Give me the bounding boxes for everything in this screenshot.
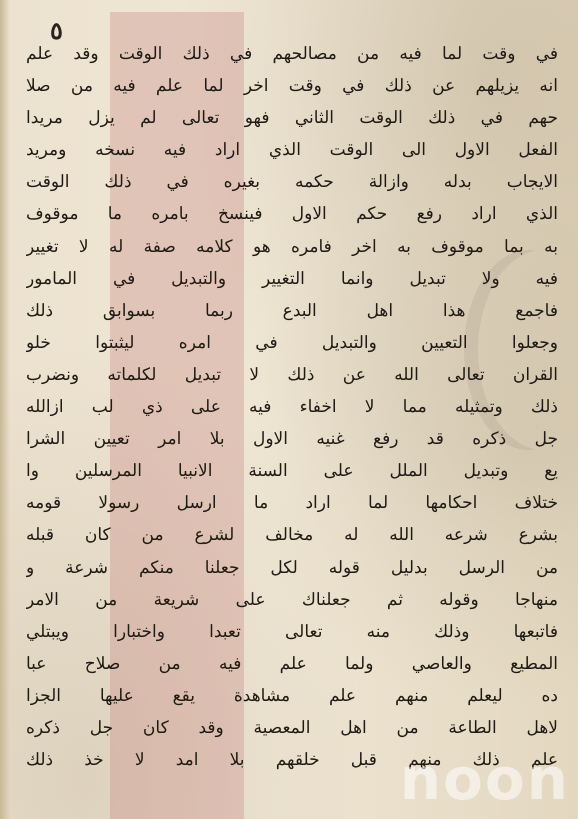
text-line: فيه ولا تبديل وانما التغيير والتبديل في المامور	[26, 268, 558, 289]
text-line: يع وتبديل الملل على السنة الانبيا المرسلين وا	[26, 461, 558, 482]
text-line: علم ذلك منهم قبل خلقهم بلا امد لا خذ ذلك	[26, 750, 558, 771]
text-line: فاجمع هذا اهل البدع ربما بسوابق ذلك	[26, 300, 558, 321]
text-line: ذلك وتمثيله مما لا اخفاء فيه على ذي لب ازالله	[26, 397, 558, 418]
text-line: من الرسل بدليل قوله لكل جعلنا منكم شرعة و	[26, 557, 558, 578]
page-edge-shadow	[0, 0, 10, 819]
text-line: جل ذكره قد رفع غنيه الاول بلا امر تعيين الشرا	[26, 429, 558, 450]
text-line: ختلاف احكامها لما اراد ما ارسل رسولا قومه	[26, 493, 558, 514]
text-line: الايجاب بدله وازالة حكمه بغيره في ذلك الوقت	[26, 172, 558, 193]
text-line: في وقت لما فيه من مصالحهم في ذلك الوقت وقد علم	[26, 44, 558, 64]
watermark-logo-text: noon	[399, 745, 570, 813]
text-line: لاهل الطاعة من اهل المعصية وقد كان جل ذكره	[26, 717, 558, 738]
text-line: الذي اراد رفع حكم الاول فينسخ بامره ما موقوف	[26, 204, 558, 225]
text-line: بشرع شرعه الله له مخالف لشرع من كان قبله	[26, 525, 558, 546]
text-line: وجعلوا التعيين والتبديل في امره ليثبتوا خلو	[26, 332, 558, 353]
page-number: ٥	[50, 16, 63, 45]
text-line: منهاجا وقوله ثم جعلناك على شريعة من الامر	[26, 589, 558, 610]
text-line: المطيع والعاصي ولما علم فيه من صلاح عبا	[26, 653, 558, 674]
text-line: حهم في ذلك الوقت الثاني فهو تعالى لم يزل مريدا	[26, 108, 558, 129]
text-line: به بما موقوف به اخر فامره هو كلامه صفة له لا تغيير	[26, 236, 558, 257]
text-line: انه يزيلهم عن ذلك في وقت اخر لما علم فيه من صلا	[26, 76, 558, 97]
text-line: ده ليعلم منهم علم مشاهدة يقع عليها الجزا	[26, 685, 558, 706]
manuscript-text	[26, 38, 558, 776]
text-line: فاتبعها وذلك منه تعالى تعبدا واختبارا ويبتلي	[26, 621, 558, 642]
text-line: القران تعالى الله عن ذلك لا تبديل لكلماته ونضرب	[26, 364, 558, 385]
text-line: الفعل الاول الى الوقت الذي اراد فيه نسخه ومريد	[26, 140, 558, 161]
